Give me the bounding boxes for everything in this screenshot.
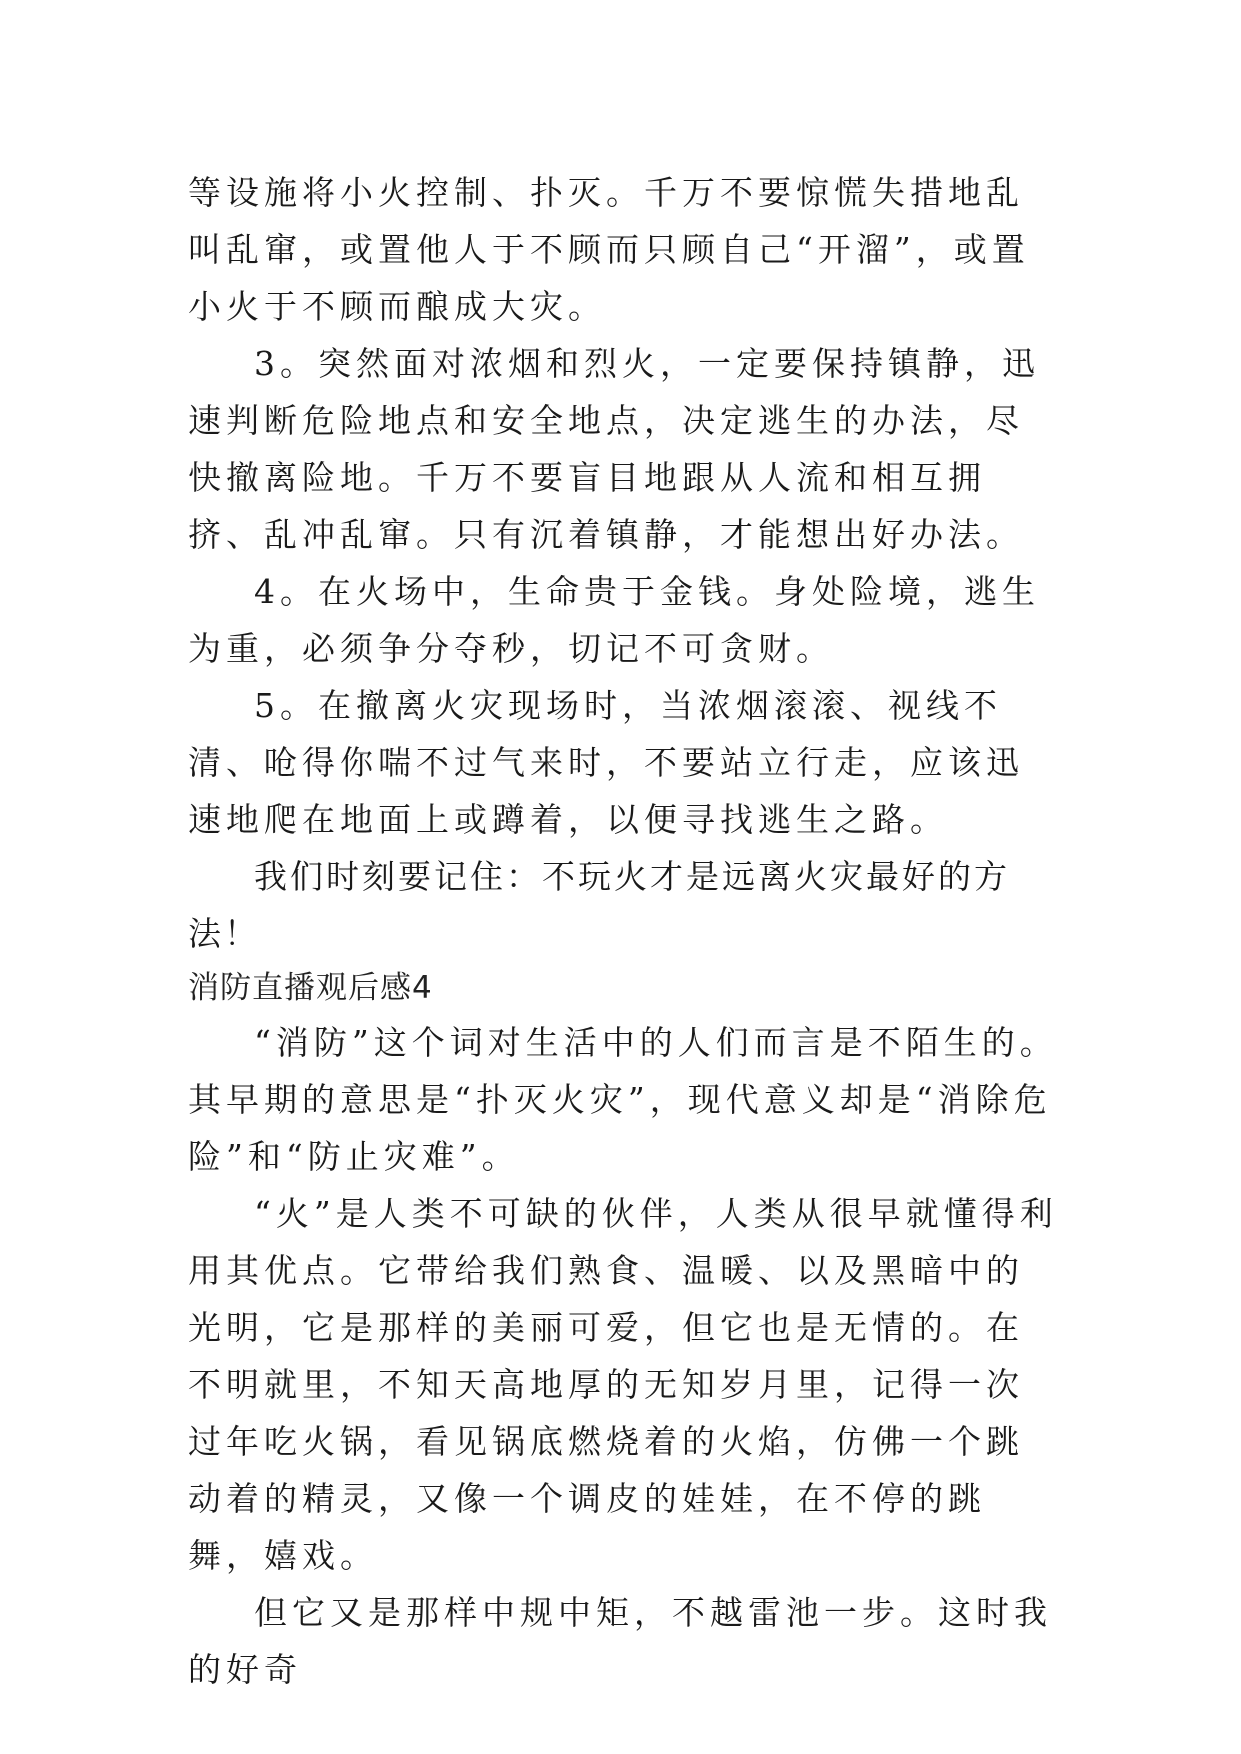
paragraph-final-partial: 但它又是那样中规中矩，不越雷池一步。这时我的好奇	[188, 1593, 1052, 1689]
paragraph-item-3: 3。突然面对浓烟和烈火，一定要保持镇静，迅速判断危险地点和安全地点，决定逃生的办法，尽快撤离险地。千万不要盲目地跟从人流和相互拥挤、乱冲乱窜。只有沉着镇静，才能想出好办法。	[188, 344, 1040, 554]
paragraph-conclusion: 我们时刻要记住：不玩火才是远离火灾最好的方法！	[188, 857, 1010, 953]
paragraph-definition: “消防”这个词对生活中的人们而言是不陌生的。其早期的意思是“扑灭火灾”，现代意义却是“消除危险”和“防止灾难”。	[188, 1023, 1058, 1176]
paragraph-continuation: 等设施将小火控制、扑灭。千万不要惊慌失措地乱叫乱窜，或置他人于不顾而只顾自己“开溜”，或置小火于不顾而酿成大灾。	[188, 173, 1030, 326]
document-body	[188, 164, 1058, 1698]
paragraph-item-5: 5。在撤离火灾现场时，当浓烟滚滚、视线不清、呛得你喘不过气来时，不要站立行走，应该迅速地爬在地面上或蹲着，以便寻找逃生之路。	[188, 686, 1024, 839]
paragraph-fire-description: “火”是人类不可缺的伙伴，人类从很早就懂得利用其优点。它带给我们熟食、温暖、以及黑暗中的光明，它是那样的美丽可爱，但它也是无情的。在不明就里，不知天高地厚的无知岁月里，记得一次过年吃火锅，看见锅底燃烧着的火焰，仿佛一个跳动着的精灵，又像一个调皮的娃娃，在不停的跳舞，嬉戏。	[188, 1194, 1058, 1575]
paragraph-item-4: 4。在火场中，生命贵于金钱。身处险境，逃生为重，必须争分夺秒，切记不可贪财。	[188, 572, 1040, 668]
section-title: 消防直播观后感4	[188, 970, 433, 1006]
